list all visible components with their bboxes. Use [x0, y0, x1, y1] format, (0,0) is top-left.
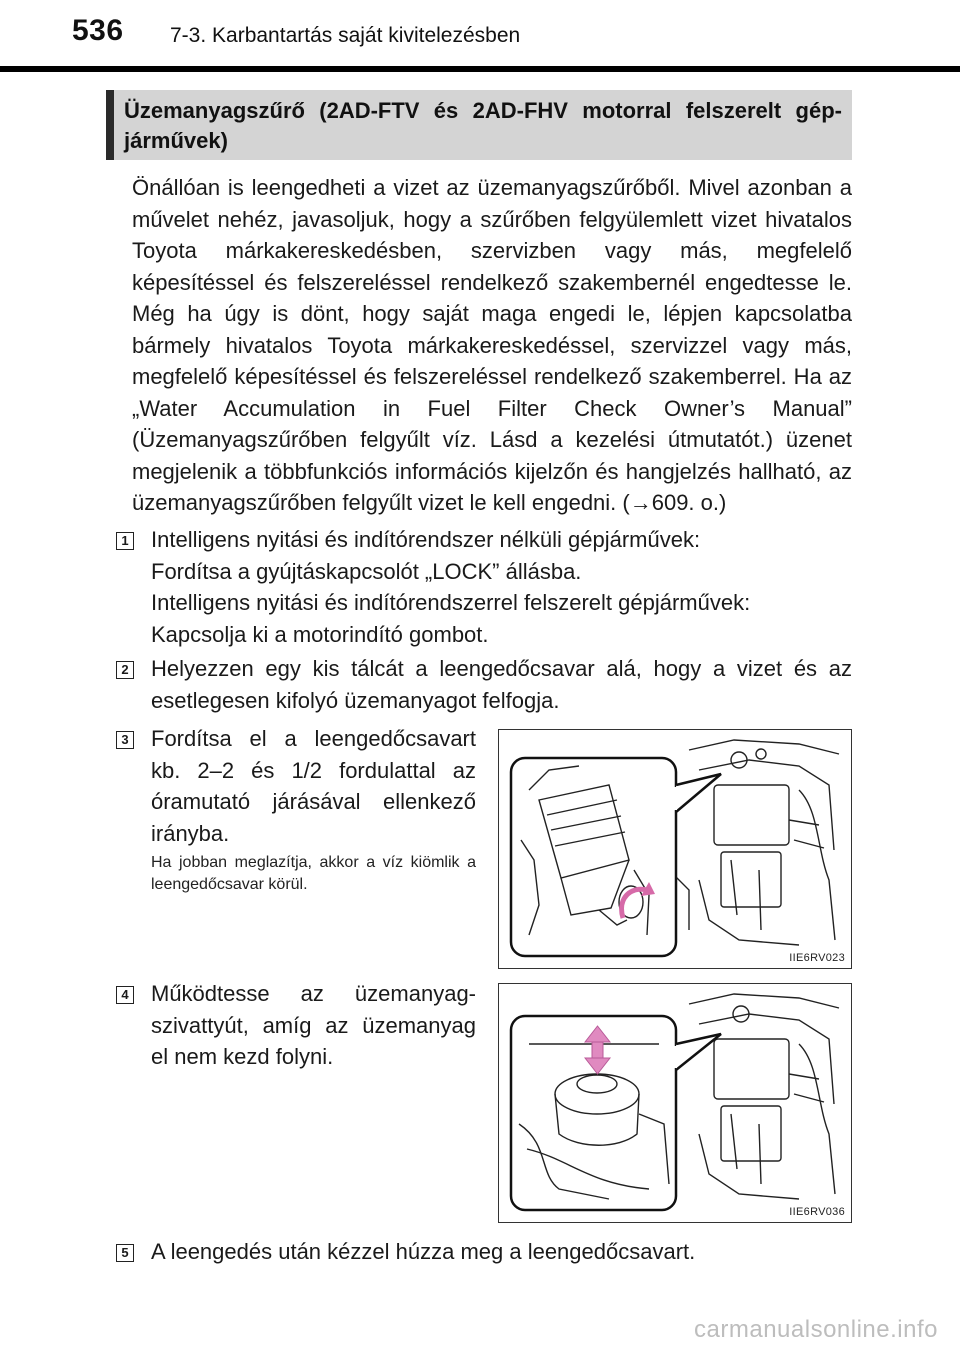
step-1-line-4: Kapcsolja ki a motorindító gombot. [151, 621, 489, 647]
step-1-line-2: Fordítsa a gyújtáskapcsolót „LOCK” állásba. [151, 558, 582, 584]
watermark: carmanualsonline.info [694, 1316, 938, 1343]
page-number: 536 [72, 14, 124, 47]
figure-1-code: IIE6RV023 [789, 952, 845, 964]
step-2-badge: 2 [116, 661, 134, 679]
figure-priming-pump [498, 983, 852, 1223]
step-4-text: Működtesse az üzemanyag-szivattyút, amíg az üzemanyag el nem kezd folyni. [151, 981, 476, 1069]
step-3-text: Fordítsa el a leengedőcsavart kb. 2–2 és 1/2 fordulattal az óramutató járásával ellenkező irányba. [151, 726, 476, 846]
step-3-badge: 3 [116, 731, 134, 749]
figure-drain-plug [498, 729, 852, 969]
step-1-badge: 1 [116, 532, 134, 550]
section-title: Üzemanyagszűrő (2AD-FTV és 2AD-FHV motorral felszerelt gép-járművek) [106, 90, 852, 160]
step-5-badge: 5 [116, 1244, 134, 1262]
running-head: 7-3. Karbantartás saját kivitelezésben [170, 24, 521, 47]
step-1-text [151, 524, 852, 650]
figure-2-code: IIE6RV036 [789, 1206, 845, 1218]
engine-bay-illustration-1 [499, 730, 850, 967]
header-rule [0, 66, 960, 72]
step-1-line-3: Intelligens nyitási és indítórendszerrel felszerelt gépjárművek: [151, 590, 751, 615]
step-4-badge: 4 [116, 986, 134, 1004]
step-5-text: A leengedés után kézzel húzza meg a leengedőcsavart. [151, 1239, 696, 1264]
step-2-text: Helyezzen egy kis tálcát a leengedőcsavar alá, hogy a vizet és az esetlegesen kifolyó üzemanyagot felfogja. [151, 656, 852, 713]
step-3-note: Ha jobban meglazítja, akkor a víz kiömlik a leengedőcsavar körül. [151, 854, 476, 893]
section-intro: Önállóan is leengedheti a vizet az üzemanyagszűrőből. Mivel azonban a művelet nehéz, javasoljuk, hogy a szűrőben felgyülemlett vizet hivatalos Toyota márkakereskedésben, szervizben vagy más, megfelelő képesítéssel és felszereléssel rendelkező szakembernél engedtesse le. Még ha úgy is dönt, hogy saját maga engedi le, lépjen kapcsolatba bármely hivatalos Toyota márkakereskedéssel, szervizzel vagy más, megfelelő képesítéssel és felszereléssel rendelkező szakemberrel. Ha az „Water Accumulation in Fuel Filter Check Owner’s Manual” (Üzemanyagszűrőben felgyűlt víz. Lásd a kezelési útmutatót.) üzenet megjelenik a többfunkciós információs kijelzőn és hangjelzés hallható, az üzemanyagszűrőben felgyűlt vizet le kell engedni. (→609. o.) [132, 175, 852, 515]
step-1-line-1: Intelligens nyitási és indítórendszer nélküli gépjárművek: [151, 527, 701, 552]
engine-bay-illustration-2 [499, 984, 850, 1221]
